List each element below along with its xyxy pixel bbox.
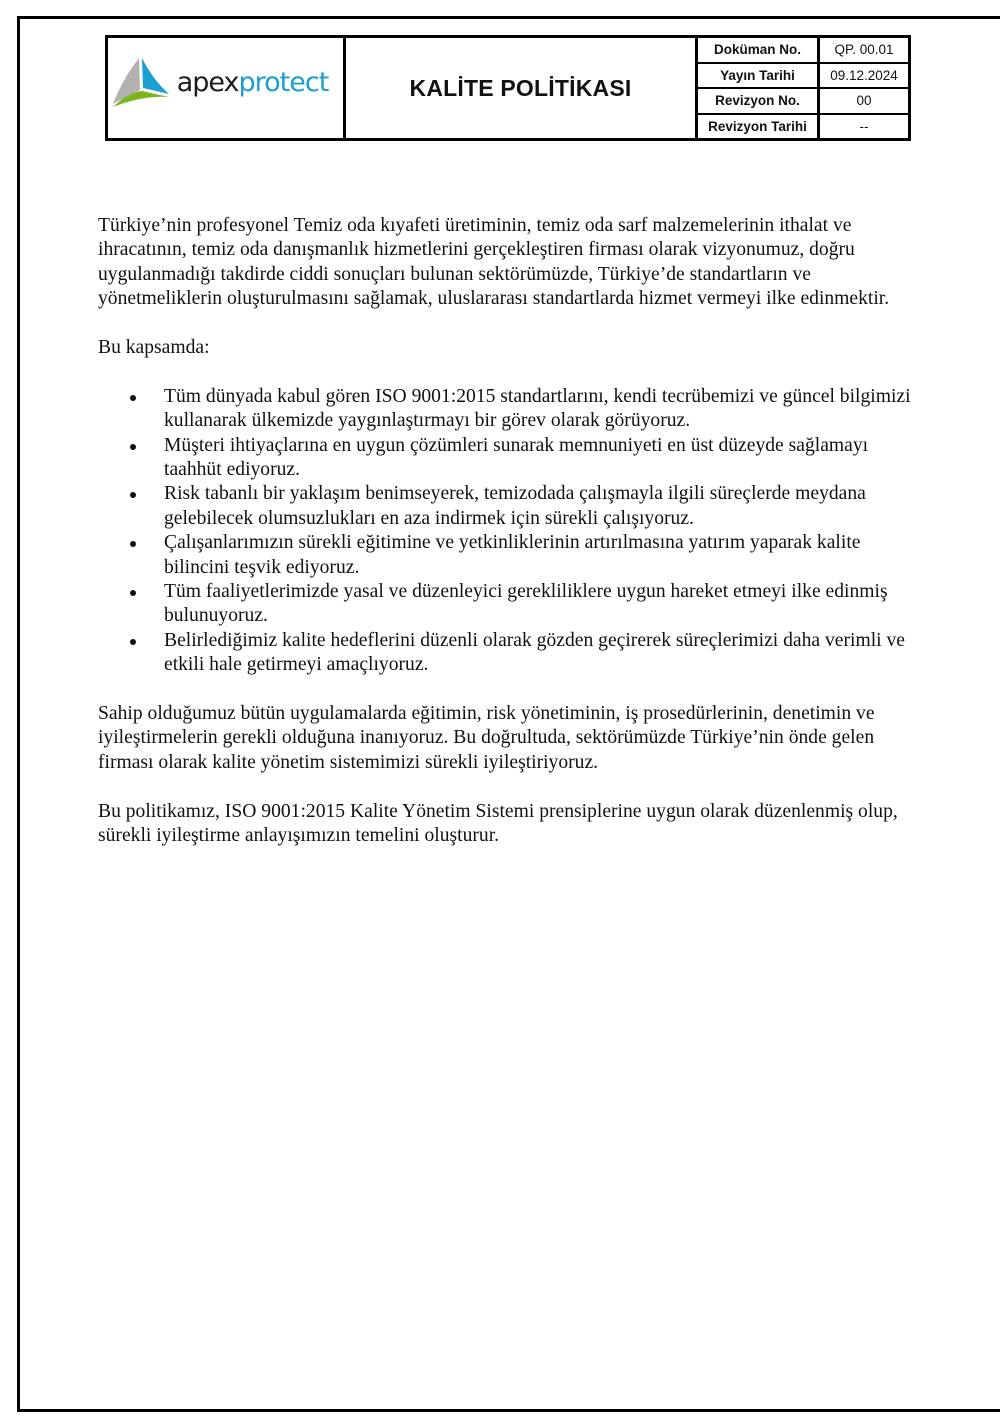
meta-value: 00	[856, 93, 872, 109]
intro-paragraph: Türkiye’nin profesyonel Temiz oda kıyafeti üretiminin, temiz oda sarf malzemelerinin ithalat ve ihracatının, temiz oda danışmanlık hizmetlerini gerçekleştiren firması olarak vizyonumuz, doğru uygulanmadığı takdirde ciddi sonuçları bulunan sektörümüzde, Türkiye’de standartların ve yönetmeliklerin oluşturulmasını sağlamak, uluslararası standartlarda hizmet vermeyi ilke edinmektir.	[98, 215, 890, 310]
meta-row-publish-date	[698, 64, 908, 90]
list-item	[98, 531, 918, 580]
closing-paragraph-2: Bu politikamız, ISO 9001:2015 Kalite Yönetim Sistemi prensiplerine uygun olarak düzenlenmiş olup, sürekli iyileştirme anlayışımızın temelini oluşturur.	[98, 800, 898, 847]
logo-cell	[108, 38, 346, 138]
bullet-icon	[130, 590, 136, 596]
logo-wordmark-protect: protect	[238, 66, 329, 98]
document-header-table	[105, 35, 911, 141]
list-item	[98, 434, 918, 483]
bullet-icon	[130, 541, 136, 547]
meta-row-revision-no	[698, 89, 908, 115]
meta-value: --	[859, 118, 869, 134]
list-item	[98, 385, 918, 434]
bullet-icon	[130, 639, 136, 645]
bullet-icon	[130, 444, 136, 450]
document-title: KALİTE POLİTİKASI	[409, 74, 632, 101]
meta-row-document-no	[698, 38, 908, 64]
meta-row-revision-date	[698, 115, 908, 139]
list-item-text: Belirlediğimiz kalite hedeflerini düzenli olarak gözden geçirerek süreçlerimizi daha verimli ve etkili hale getirmeyi amaçlıyoruz.	[164, 629, 905, 676]
scope-label: Bu kapsamda:	[98, 337, 210, 359]
list-item-text: Risk tabanlı bir yaklaşım benimseyerek, temizodada çalışmayla ilgili süreçlerde meydana gelebilecek olumsuzlukları en aza indirmek için sürekli çalışıyoruz.	[164, 483, 866, 529]
list-item-text: Çalışanlarımızın sürekli eğitimine ve yetkinliklerinin artırılmasına yatırım yaparak kalite bilincini teşvik ediyoruz.	[164, 532, 861, 578]
company-logo	[109, 54, 329, 110]
policy-body	[98, 214, 918, 849]
apex-triangle-logo-icon	[109, 54, 171, 110]
title-cell	[346, 38, 698, 138]
meta-value: 09.12.2024	[830, 67, 898, 83]
meta-label: Yayın Tarihi	[698, 64, 820, 88]
list-item-text: Tüm faaliyetlerimizde yasal ve düzenleyici gerekliliklere uygun hareket etmeyi ilke edinmiş bulunuyoruz.	[164, 581, 888, 627]
closing-paragraph-1: Sahip olduğumuz bütün uygulamalarda eğitimin, risk yönetiminin, iş prosedürlerinin, denetimin ve iyileştirmelerin gerekli olduğuna inanıyoruz. Bu doğrultuda, sektörümüzde Türkiye’nin önde gelen firması olarak kalite yönetim sistemimizi sürekli iyileştiriyoruz.	[98, 703, 875, 773]
meta-value: QP. 00.01	[834, 42, 894, 58]
meta-label: Revizyon Tarihi	[698, 115, 820, 139]
bullet-icon	[130, 395, 136, 401]
list-item	[98, 629, 918, 678]
logo-wordmark	[177, 67, 329, 98]
list-item-text: Müşteri ihtiyaçlarına en uygun çözümleri sunarak memnuniyeti en üst düzeyde sağlamayı taahhüt ediyoruz.	[164, 434, 869, 481]
meta-label: Doküman No.	[698, 38, 820, 62]
list-item-text: Tüm dünyada kabul gören ISO 9001:2015 standartlarını, kendi tecrübemizi ve güncel bilgimizi kullanarak ülkemizde yaygınlaştırmayı bir görev olarak görüyoruz.	[164, 385, 911, 432]
bullet-icon	[130, 492, 136, 498]
list-item	[98, 482, 918, 531]
list-item	[98, 580, 918, 629]
meta-label: Revizyon No.	[698, 89, 820, 113]
document-meta-table	[698, 38, 908, 138]
policy-bullet-list	[98, 385, 918, 678]
logo-wordmark-apex: apex	[176, 66, 239, 98]
